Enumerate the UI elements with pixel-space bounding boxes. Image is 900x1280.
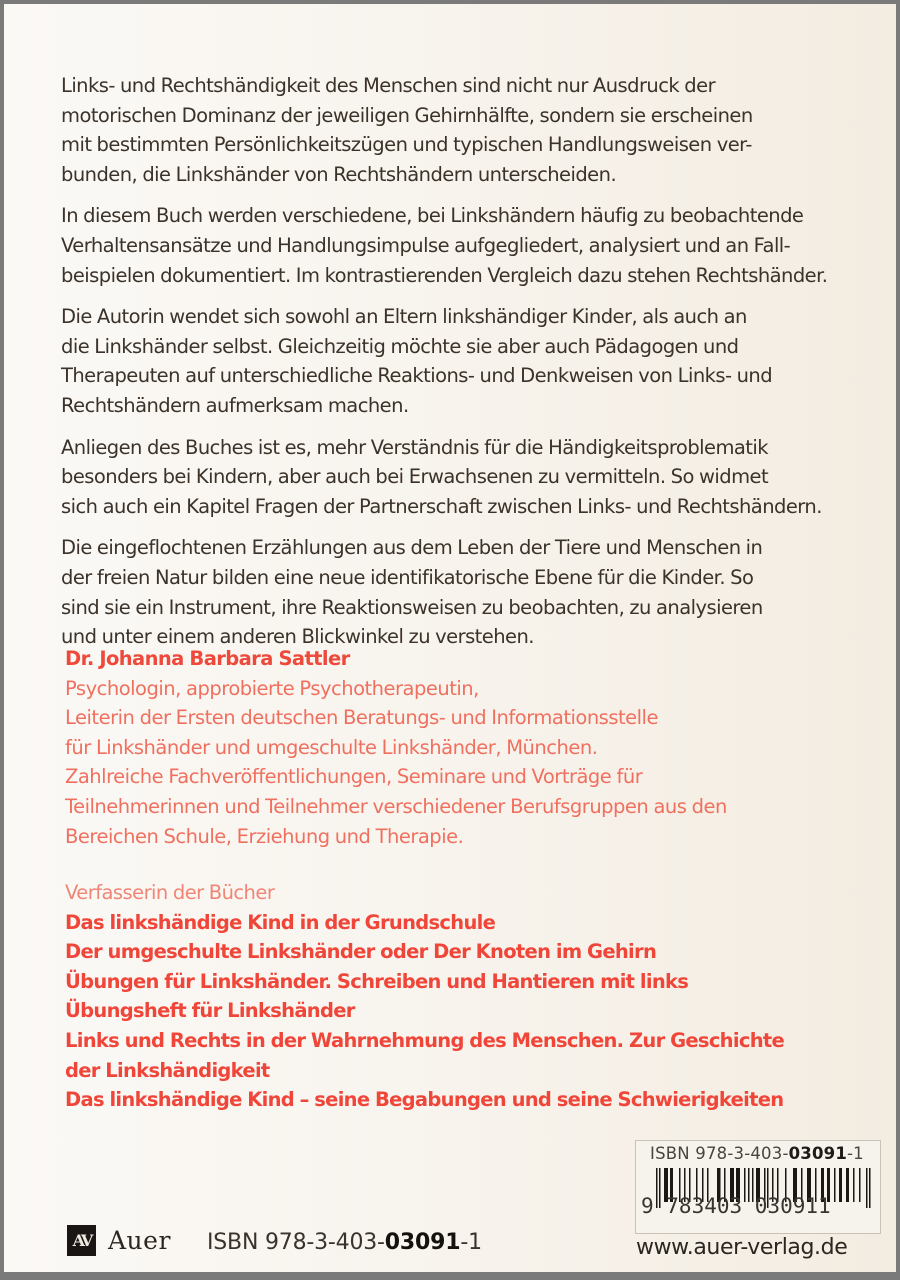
text-line: beispielen dokumentiert. Im kontrastierenden Vergleich dazu stehen Rechtshänder. <box>61 263 828 287</box>
isbn-bold-part: 03091 <box>788 1144 847 1163</box>
author-bio-line: Zahlreiche Fachveröffentlichungen, Seminare und Vorträge für <box>65 765 643 789</box>
book-title: Der umgeschulte Linkshänder oder Der Knoten im Gehirn <box>65 940 657 964</box>
author-bio-line: Bereichen Schule, Erziehung und Therapie. <box>65 824 464 848</box>
text-line: Die Autorin wendet sich sowohl an Eltern linkshändiger Kinder, als auch an <box>61 305 747 329</box>
author-name: Dr. Johanna Barbara Sattler <box>65 647 350 670</box>
book-title: Übungen für Linkshänder. Schreiben und Hantieren mit links <box>65 969 689 993</box>
book-back-cover <box>4 4 896 1272</box>
isbn-suffix: -1 <box>460 1230 482 1255</box>
blurb-paragraph-5 <box>61 533 861 651</box>
text-line: mit bestimmten Persönlichkeitszügen und typischen Handlungsweisen ver- <box>61 133 752 157</box>
books-list <box>65 878 885 1115</box>
book-title: der Linkshändigkeit <box>65 1058 270 1082</box>
publisher-logo <box>67 1225 171 1256</box>
author-bio-line: für Linkshänder und umgeschulte Linkshänder, München. <box>65 735 598 759</box>
text-line: Therapeuten auf unterschiedliche Reaktions- und Denkweisen von Links- und <box>61 364 773 388</box>
author-bio-line: Leiterin der Ersten deutschen Beratungs- und Informationsstelle <box>65 706 658 730</box>
text-line: Rechtshändern aufmerksam machen. <box>61 393 409 417</box>
footer-isbn <box>207 1230 482 1255</box>
text-line: Verhaltensansätze und Handlungsimpulse aufgegliedert, analysiert und an Fall- <box>61 233 791 257</box>
author-section <box>65 644 865 851</box>
isbn-bold-part: 03091 <box>384 1230 461 1255</box>
blurb-text <box>61 71 861 664</box>
text-line: bunden, die Linkshänder von Rechtshändern unterscheiden. <box>61 162 617 186</box>
barcode-isbn-label <box>650 1144 864 1163</box>
book-title: Das linkshändige Kind – seine Begabungen und seine Schwierigkeiten <box>65 1088 784 1112</box>
text-line: Anliegen des Buches ist es, mehr Verständnis für die Händigkeitsproblematik <box>61 435 769 459</box>
barcode-digits: 9 783403 030911 <box>641 1194 831 1218</box>
isbn-suffix: -1 <box>847 1144 864 1163</box>
text-line: motorischen Dominanz der jeweiligen Gehirnhälfte, sondern sie erscheinen <box>61 103 753 127</box>
text-line: sind sie ein Instrument, ihre Reaktionsweisen zu beobachten, zu analysieren <box>61 595 763 619</box>
publisher-name: Auer <box>108 1226 171 1255</box>
blurb-paragraph-1 <box>61 71 861 189</box>
isbn-barcode <box>635 1140 881 1234</box>
text-line: die Linkshänder selbst. Gleichzeitig möchte sie aber auch Pädagogen und <box>61 334 739 358</box>
blurb-paragraph-3 <box>61 302 861 420</box>
book-title: Übungsheft für Linkshänder <box>65 999 355 1023</box>
text-line: Links- und Rechtshändigkeit des Menschen sind nicht nur Ausdruck der <box>61 74 716 97</box>
text-line: der freien Natur bilden eine neue identifikatorische Ebene für die Kinder. So <box>61 565 754 589</box>
text-line: In diesem Buch werden verschiedene, bei Linkshändern häufig zu beobachtende <box>61 204 804 228</box>
text-line: sich auch ein Kapitel Fragen der Partnerschaft zwischen Links- und Rechtshändern. <box>61 494 822 518</box>
blurb-paragraph-2 <box>61 201 861 290</box>
text-line: Die eingeflochtenen Erzählungen aus dem Leben der Tiere und Menschen in <box>61 536 763 560</box>
text-line: und unter einem anderen Blickwinkel zu verstehen. <box>61 625 534 649</box>
auer-logo-icon: AV <box>67 1225 96 1256</box>
isbn-prefix: ISBN 978-3-403- <box>650 1144 789 1163</box>
text-line: besonders bei Kindern, aber auch bei Erwachsenen zu vermitteln. So widmet <box>61 465 769 489</box>
book-title: Das linkshändige Kind in der Grundschule <box>65 910 496 934</box>
isbn-prefix: ISBN 978-3-403- <box>207 1230 385 1255</box>
blurb-paragraph-4 <box>61 433 861 522</box>
author-bio-line: Psychologin, approbierte Psychotherapeutin, <box>65 676 479 700</box>
book-title: Links und Rechts in der Wahrnehmung des Menschen. Zur Geschichte <box>65 1028 785 1052</box>
author-bio-line: Teilnehmerinnen und Teilnehmer verschiedener Berufsgruppen aus den <box>65 794 727 818</box>
publisher-url: www.auer-verlag.de <box>636 1235 848 1260</box>
books-intro: Verfasserin der Bücher <box>65 881 275 904</box>
